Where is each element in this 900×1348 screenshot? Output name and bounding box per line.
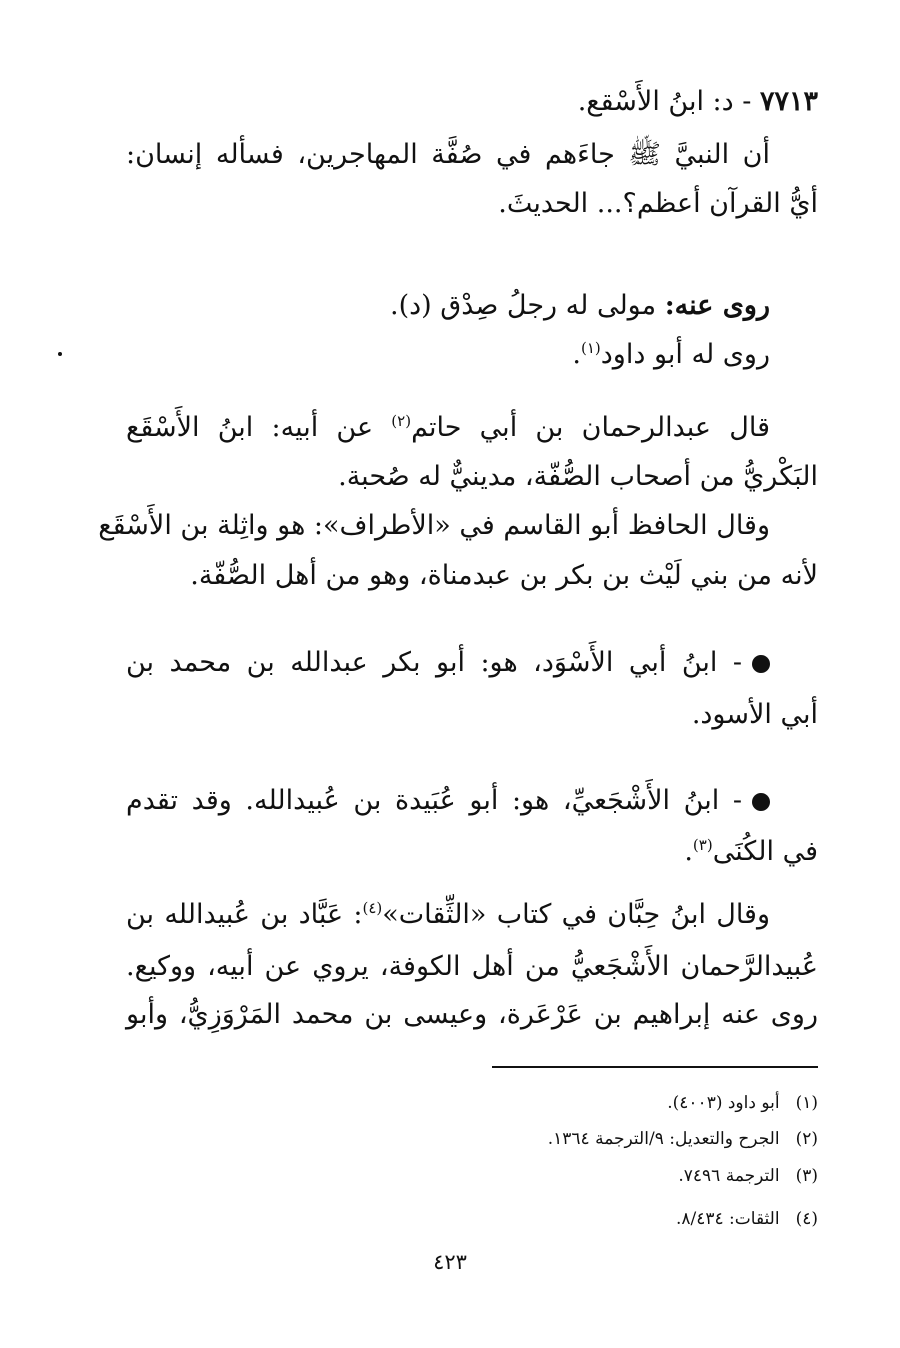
- footnote-marker-4: (٤): [362, 899, 383, 917]
- footnote-marker-3: (٣): [692, 836, 713, 854]
- footnote-marker-1: (١): [581, 339, 601, 357]
- hadith-line-1: أن النبيَّ ﷺ جاءَهم في صُفَّة المهاجرين، فسأله إنسان:: [126, 139, 770, 170]
- footnote-number: (٢): [795, 1129, 818, 1149]
- footnote-3: [678, 1164, 818, 1188]
- para1-line1-b: عن أبيه: ابنُ الأَسْقَع: [126, 412, 374, 443]
- para2-line-2: عُبيدالرَّحمان الأَشْجَعيُّ من أهل الكوفة، يروي عن أبيه، ووكيع.: [126, 951, 818, 982]
- narrators-text: مولى له رجلُ صِدْق (د).: [390, 290, 657, 321]
- footnote-2: [548, 1127, 818, 1151]
- para1-line1-a: قال عبدالرحمان بن أبي حاتم: [411, 412, 770, 443]
- footnote-text: الجرح والتعديل: ٩/الترجمة ١٣٦٤.: [547, 1129, 780, 1149]
- para1-line-4: لأنه من بني لَيْث بن بكر بن عبدمناة، وهو من أهل الصُّفّة.: [190, 560, 818, 591]
- footnote-text: الترجمة ٧٤٩٦.: [678, 1166, 780, 1186]
- para2-line1-a: وقال ابنُ حِبَّان في كتاب «الثِّقات»: [382, 899, 770, 930]
- para1-line-2: البَكْريُّ من أصحاب الصُّفّة، مدينيٌّ له صُحبة.: [338, 461, 818, 492]
- bullet-icon: [752, 793, 770, 811]
- page-number: ٤٢٣: [433, 1250, 467, 1274]
- bullet2-line2-text: في الكُنَى: [712, 836, 818, 867]
- entry-heading: [126, 84, 818, 120]
- hadith-line-2: أيُّ القرآن أعظم؟... الحديثَ.: [498, 188, 818, 219]
- footnote-text: أبو داود (٤٠٠٣).: [667, 1093, 780, 1113]
- footnote-marker-2: (٢): [391, 412, 412, 430]
- footnote-number: (١): [795, 1093, 818, 1113]
- para2-line-3: روى عنه إبراهيم بن عَرْعَرة، وعيسى بن محمد المَرْوَزِيُّ، وأبو: [126, 999, 818, 1030]
- bullet1-line-2: أبي الأسود.: [691, 699, 818, 730]
- narrators-label: روى عنه:: [664, 290, 770, 321]
- footnote-number: (٤): [795, 1209, 818, 1229]
- footnote-number: (٣): [795, 1166, 818, 1186]
- bullet-icon: [752, 655, 770, 673]
- bullet2-line2-end: .: [684, 836, 693, 867]
- para1-line-1: [126, 410, 770, 446]
- entry-head: - د: ابنُ الأَسْقع.: [577, 86, 752, 117]
- rawa-lahu-text: روى له أبو داود: [600, 339, 770, 370]
- footnote-divider: [492, 1066, 818, 1068]
- footnote-4: [676, 1207, 818, 1231]
- bullet1-line-1: [126, 645, 770, 681]
- footnote-1: [667, 1091, 818, 1115]
- rawa-lahu-line: [126, 337, 770, 373]
- para2-line1-b: : عَبَّاد بن عُبيدالله بن: [126, 899, 363, 930]
- stray-dot: [58, 352, 62, 356]
- entry-number: ٧٧١٣: [759, 86, 818, 117]
- para1-line-3: وقال الحافظ أبو القاسم في «الأطراف»: هو واثِلة بن الأَسْقَع: [98, 510, 770, 541]
- bullet1-text: - ابنُ أبي الأَسْوَد، هو: أبو بكر عبدالله بن محمد بن: [126, 647, 742, 678]
- para2-line-1: [126, 897, 770, 933]
- rawa-lahu-end: .: [572, 339, 581, 370]
- bullet2-line-1: [126, 783, 770, 819]
- bullet2-line-2: [126, 834, 818, 870]
- footnote-text: الثقات: ٨/٤٣٤.: [675, 1209, 780, 1229]
- narrators-line: [126, 288, 770, 324]
- bullet2-text: - ابنُ الأَشْجَعيِّ، هو: أبو عُبَيدة بن عُبيدالله. وقد تقدم: [126, 785, 742, 816]
